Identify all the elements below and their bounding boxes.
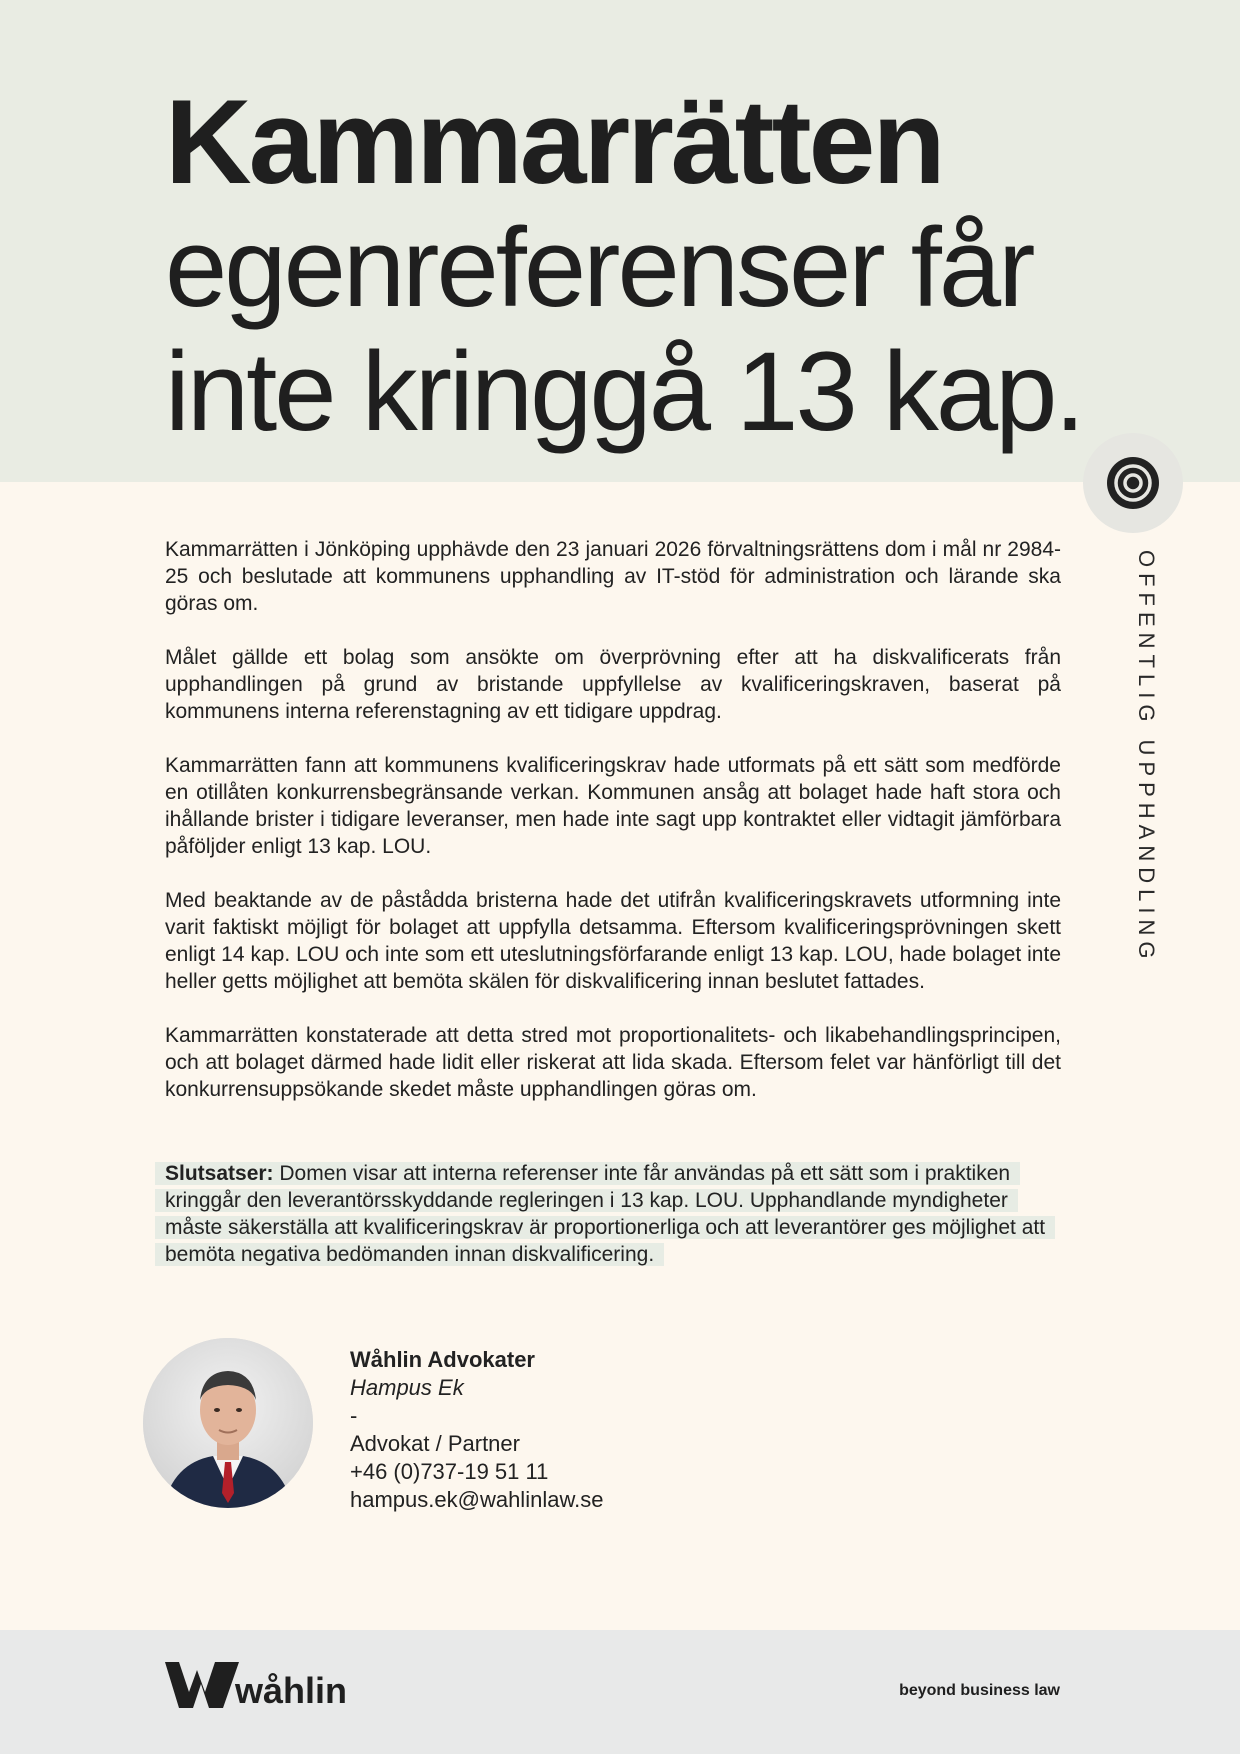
target-icon [1107,457,1159,509]
paragraph: Kammarrätten fann att kommunens kvalificeringskrav hade utformats på ett sätt som medförde en otillåten konkurrensbegränsande verkan. Kommunen ansåg att bolaget hade haft stora och ihållande brister i tidigare leveranser, men hade inte sagt upp kontraktet eller vidtagit jämförbara påföljder enligt 13 kap. LOU. [165,754,1061,858]
conclusion-highlight [155,1162,1055,1266]
w-logo-mark-icon [165,1662,239,1708]
contact-separator: - [350,1403,358,1428]
contact-phone[interactable]: +46 (0)737-19 51 11 [350,1459,549,1484]
paragraph: Kammarrätten konstaterade att detta stred mot proportionalitets- och likabehandlingsprincipen, och att bolaget därmed hade lidit eller riskerat att lida skada. Eftersom felet var hänförligt till det konkurrensuppsökande skedet måste upphandlingen göras om. [165,1024,1061,1101]
headline-line-1: Kammarrätten [165,75,943,209]
wahlin-logo [165,1662,348,1711]
paragraph: Med beaktande av de påstådda bristerna hade det utifrån kvalificeringskravets utformning inte varit faktiskt möjligt för bolaget att uppfylla detsamma. Eftersom kvalificeringsprövningen skett enligt 14 kap. LOU och inte som ett uteslutningsförfarande enligt 13 kap. LOU, hade bolaget inte heller getts möjlighet att bemöta skälen för diskvalificering innan beslutet fattades. [165,889,1061,993]
paragraph: Målet gällde ett bolag som ansökte om överprövning efter att ha diskvalificerats från upphandlingen på grund av bristande uppfyllelse av kvalificeringskraven, baserat på kommunens interna referenstagning av ett tidigare uppdrag. [165,646,1061,723]
avatar [143,1338,313,1508]
contact-email[interactable]: hampus.ek@wahlinlaw.se [350,1487,604,1512]
logo-wordmark: wåhlin [235,1670,348,1711]
category-badge [1083,433,1183,533]
paragraph: Kammarrätten i Jönköping upphävde den 23 januari 2026 förvaltningsrättens dom i mål nr 2984-25 och beslutade att kommunens upphandling av IT-stöd för administration och lärande ska göras om. [165,538,1061,615]
headline-line-3: inte kringgå 13 kap. [165,329,1083,454]
article-body [165,536,1061,1130]
contact-name: Hampus Ek [350,1375,464,1400]
contact-title: Advokat / Partner [350,1431,520,1456]
contact-firm: Wåhlin Advokater [350,1347,535,1372]
conclusion-text: Domen visar att interna referenser inte får användas på ett sätt som i praktiken kringgår den leverantörsskyddande regleringen i 13 kap. LOU. Upphandlande myndigheter måste säkerställa att kvalificeringskrav är proportionerliga och att leverantörer ges möjlighet att bemöta negativa bedömanden innan diskvalificering. [165,1162,1046,1266]
conclusion-label: Slutsatser: [165,1162,274,1185]
contact-block [350,1346,603,1514]
headline-line-2: egenreferenser får [165,205,1033,330]
tagline: beyond business law [899,1682,1060,1699]
headline [165,75,1083,454]
conclusion-box [165,1160,1061,1268]
category-label: OFFENTLIG UPPHANDLING [1134,550,1159,965]
portrait-image [143,1338,313,1508]
